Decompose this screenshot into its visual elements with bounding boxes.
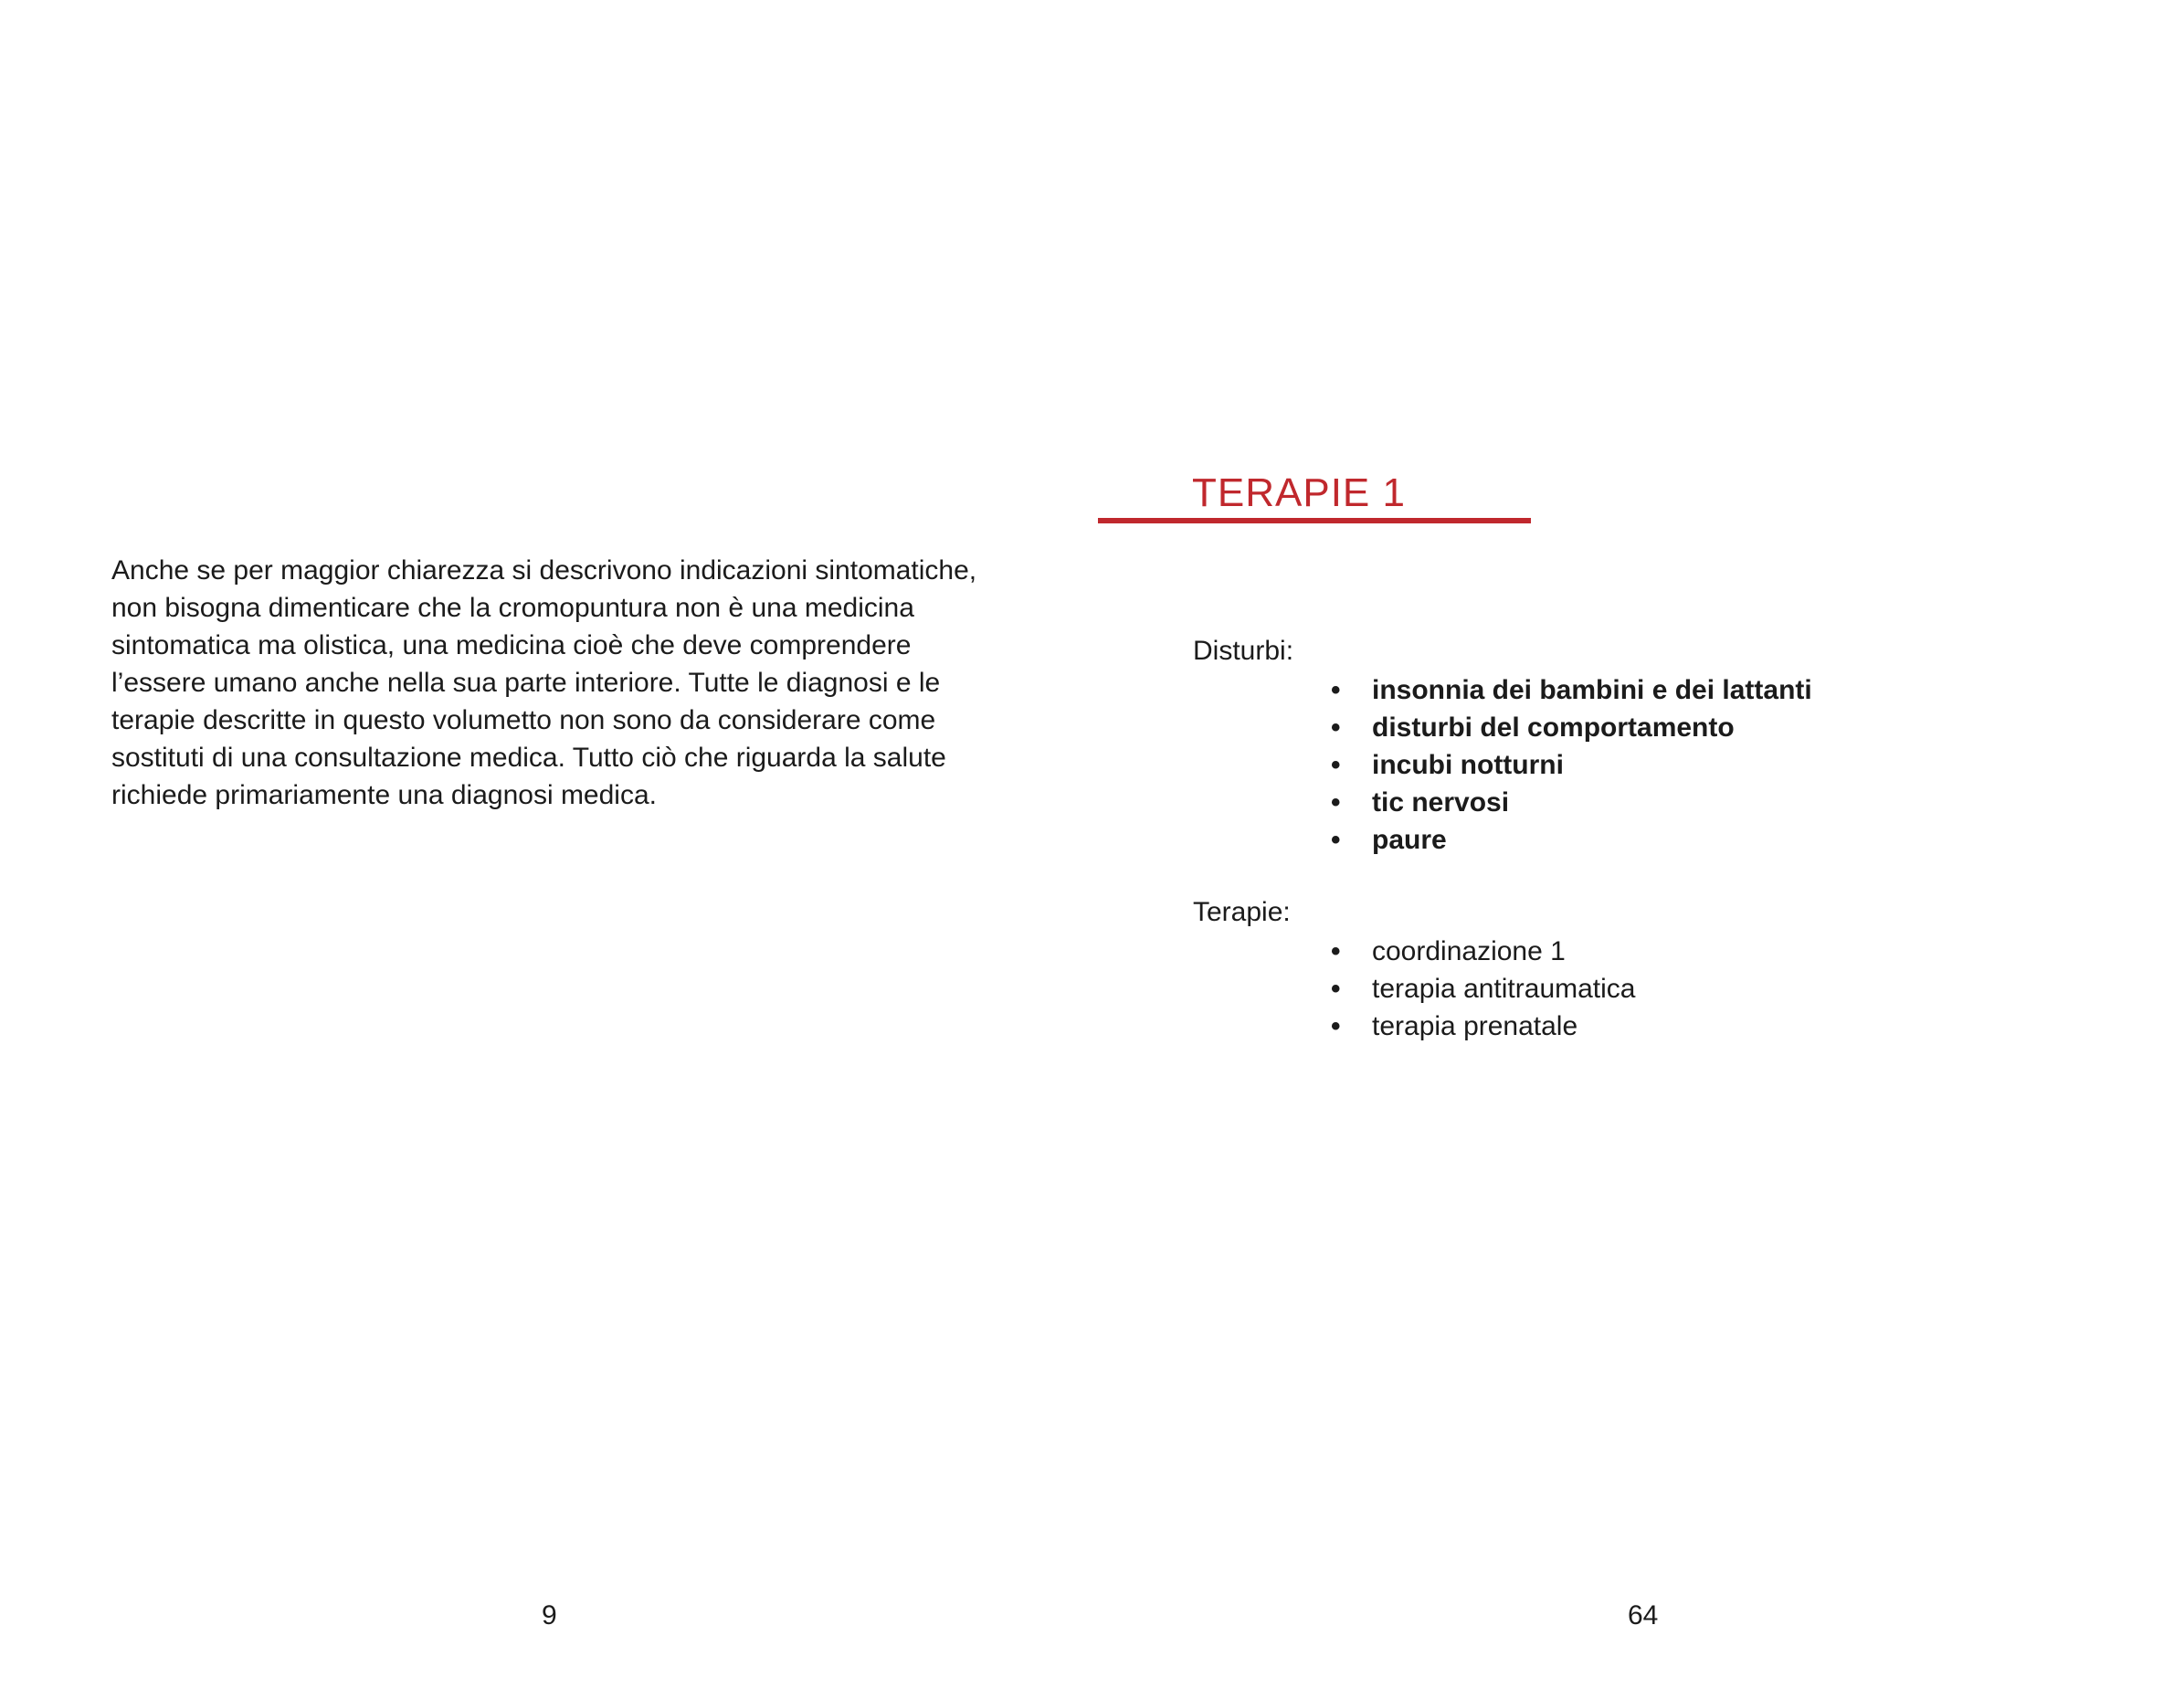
disturbi-list-item [1331, 746, 1812, 784]
page-number-right: 64 [1628, 1600, 1659, 1630]
section-title: TERAPIE 1 [1192, 470, 1406, 515]
bullet-icon: • [1331, 675, 1341, 705]
disturbi-item-text: paure [1372, 825, 1447, 855]
terapie-item-text: coordinazione 1 [1372, 936, 1566, 966]
disturbi-label: Disturbi: [1193, 636, 1294, 666]
terapie-label: Terapie: [1193, 897, 1291, 927]
terapie-list [1331, 933, 1636, 1045]
terapie-list-item [1331, 1008, 1636, 1045]
disturbi-item-text: tic nervosi [1372, 787, 1510, 818]
terapie-list-item [1331, 933, 1636, 970]
page-number-left: 9 [542, 1600, 557, 1630]
right-page [1092, 0, 2184, 1699]
disturbi-list-item [1331, 671, 1812, 709]
intro-paragraph: Anche se per maggior chiarezza si descrivono indicazioni sintomatiche, non bisogna dimenticare che la cromopuntura non è una medicina sintomatica ma olistica, una medicina cioè che deve comprendere l’essere umano anche nella sua parte interiore. Tutte le diagnosi e le terapie descritte in questo volumetto non sono da considerare come sostituti di una consultazione medica. Tutto ciò che riguarda la salute richiede primariamente una diagnosi medica. [111, 555, 977, 810]
terapie-item-text: terapia antitraumatica [1372, 974, 1636, 1004]
disturbi-list-item [1331, 709, 1812, 746]
bullet-icon: • [1331, 1011, 1341, 1041]
bullet-icon: • [1331, 936, 1341, 966]
terapie-item-text: terapia prenatale [1372, 1011, 1578, 1041]
disturbi-item-text: incubi notturni [1372, 750, 1564, 780]
disturbi-list-item [1331, 821, 1812, 859]
bullet-icon: • [1331, 750, 1341, 780]
bullet-icon: • [1331, 787, 1341, 818]
bullet-icon: • [1331, 712, 1341, 743]
terapie-list-item [1331, 970, 1636, 1008]
bullet-icon: • [1331, 825, 1341, 855]
title-underline-rule [1098, 518, 1531, 523]
bullet-icon: • [1331, 974, 1341, 1004]
disturbi-list [1331, 671, 1812, 859]
disturbi-item-text: disturbi del comportamento [1372, 712, 1735, 743]
disturbi-list-item [1331, 784, 1812, 821]
disturbi-item-text: insonnia dei bambini e dei lattanti [1372, 675, 1812, 705]
